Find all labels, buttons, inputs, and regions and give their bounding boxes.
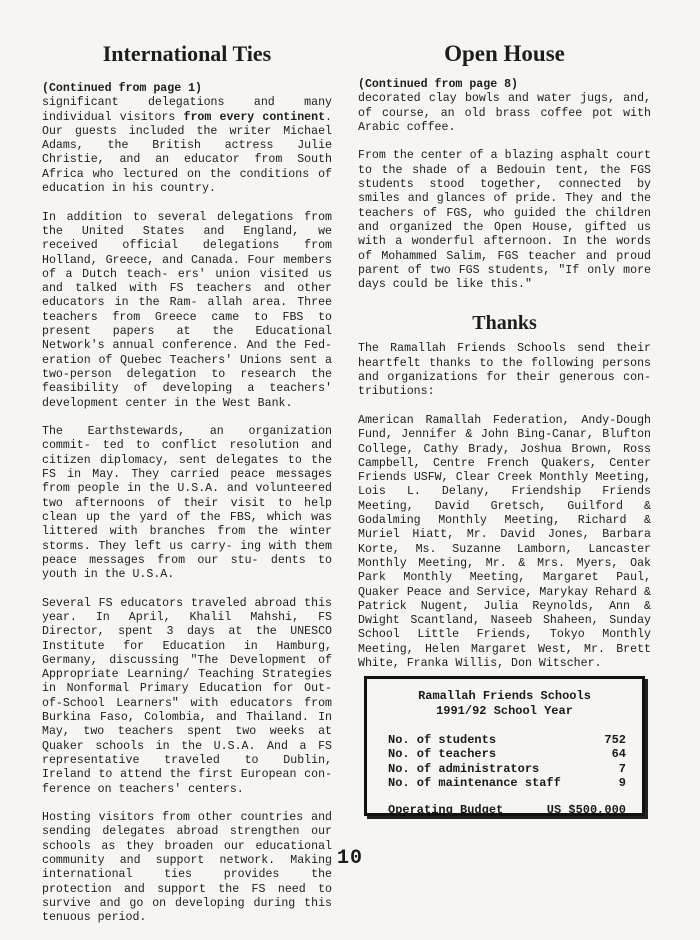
- stats-label: No. of administrators: [388, 761, 540, 776]
- thanks-list: American Ramallah Federation, Andy-Dough Fund, Jennifer & John Bing-Canar, Blufton College, Cathy Brady, Joshua Brown, Ross Campbell, Centre French Quakers, Center Friends USFW, Clear Creek Monthly Meeting, Lois L. Delany, Friendship Friends Meeting, David Gretsch, Guilford & Godalming Monthly Meeting, Richard & Muriel Hiatt, Mr. David Jones, Barbara Korte, Ms. Suzanne Lamborn, Lancaster Monthly Meeting, Mr. & Mrs. Myers, Oak Park Monthly Meeting, Margaret Paul, Quaker Peace and Service, Marykay Rehard & Patrick Nugent, Julia Reynolds, Ann & Dwight Scantland, Naseeb Shaheen, Sunday School Little Friends, Tokyo Monthly Meeting, Helen Margaret West, Mr. Brett White, Franka Willis, Don Witscher.: [358, 413, 651, 670]
- stats-title-line: 1991/92 School Year: [436, 704, 573, 718]
- stats-value: 64: [611, 747, 626, 762]
- stats-title-line: Ramallah Friends Schools: [418, 689, 591, 703]
- paragraph: decorated clay bowls and water jugs, and, of course, an old brass coffee pot with Arabic coffee.: [358, 92, 651, 134]
- stats-value: 9: [618, 776, 626, 791]
- stats-value: 752: [604, 733, 626, 747]
- thanks-heading: Thanks: [472, 312, 537, 335]
- international-ties-column: [42, 40, 332, 940]
- international-ties-heading: International Ties: [102, 41, 272, 66]
- stats-row: [388, 733, 626, 747]
- stats-value: 7: [618, 761, 626, 776]
- paragraph: The Earthstewards, an organization commit- ted to conflict resolution and citizen diplomacy, sent delegates to the FS in May. They carried peace messages from people in the U.S.A. and volunteered two afternoons of their visit to help clean up the yard of the FBS, which was littered with branches from the winter storms. They left us carry- ing with them peace messages from our stu- dents to youth in the U.S.A.: [42, 425, 332, 582]
- stats-row: [388, 747, 626, 761]
- stats-rows: [388, 733, 626, 791]
- budget-value: US $500,000: [546, 802, 626, 817]
- continued-from-label: (Continued from page 8): [358, 78, 519, 91]
- text-run: significant delegations and many individual visitors: [42, 96, 332, 124]
- stats-title: [367, 689, 642, 719]
- open-house-heading: Open House: [444, 41, 565, 66]
- paragraph: In addition to several delegations from the United States and England, we received official delegations from Holland, Greece, and Canada. Four members of a Dutch teach- ers' union visited us and talked with FS teachers and other educators in the Ram- allah area. Three teachers from Greece came to FBS to present papers at the Educational Network's annual conference. And the Fed- eration of Quebec Teachers' Unions sent a two-person delegation to research the feasibility of developing a teachers' development center in the West Bank.: [42, 210, 332, 410]
- open-house-column: [358, 40, 651, 686]
- continued-from-label: (Continued from page 1): [42, 82, 203, 95]
- paragraph: The Ramallah Friends Schools send their heartfelt thanks to the following persons and organizations for their generous con- tributions:: [358, 342, 651, 399]
- stats-label: No. of maintenance staff: [388, 776, 561, 791]
- stats-label: No. of students: [388, 733, 497, 747]
- paragraph: From the center of a blazing asphalt court to the shade of a Bedouin tent, the FGS students stood together, connected by smiles and glances of pride. They and the teachers of FGS, who guided the children and organized the Open House, gifted us with a wonderful afternoon. In the words of Mohammed Salim, FGS teacher and proud parent of two FGS students, "If only more days could be like this.": [358, 149, 651, 292]
- school-stats-box: [364, 676, 645, 816]
- budget-label: Operating Budget: [388, 802, 504, 817]
- stats-row: [388, 762, 626, 776]
- page-number: 10: [336, 847, 363, 870]
- stats-label: No. of teachers: [388, 747, 497, 762]
- operating-budget-row: [388, 803, 626, 818]
- stats-row: [388, 776, 626, 790]
- paragraph: Several FS educators traveled abroad this year. In April, Khalil Mahshi, FS Director, spent 3 days at the UNESCO Institute for Education in Hamburg, Germany, discussing "The Development of Appropriate Learning/ Teaching Strategies in Nonformal Primary Education for Out-of-School Learners" with educators from Burkina Faso, Colombia, and Thailand. In May, two teachers spent two weeks at Quaker schools in the U.S.A. And a FS representative traveled to Dublin, Ireland to attend the first European con- ference on teachers' centers.: [42, 596, 332, 796]
- text-run: . Our guests included the writer Michael Adams, the British actress Julie Christie, and an educator from South Africa who lectured on the conditions of education in his country.: [42, 110, 332, 196]
- paragraph: Hosting visitors from other countries and sending delegates abroad strengthen our schools as they broaden our educational community and support network. Making international ties provides the protection and support the FS need to survive and go on developing during this tenuous period.: [42, 811, 332, 925]
- emphasis-text: from every continent: [183, 110, 326, 124]
- paragraph: [42, 96, 332, 196]
